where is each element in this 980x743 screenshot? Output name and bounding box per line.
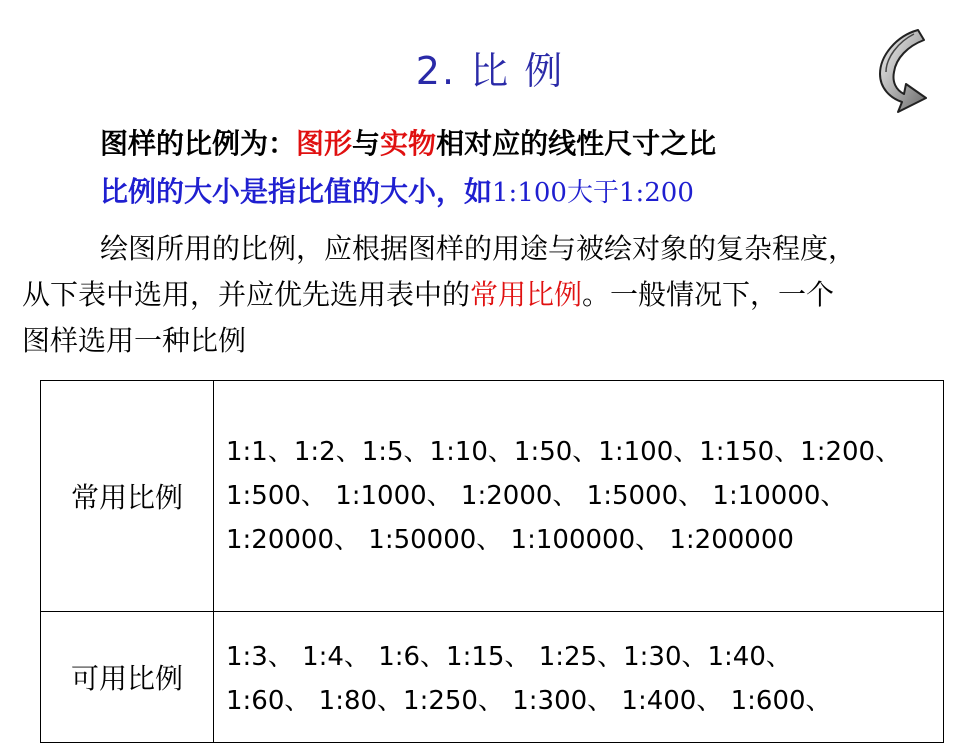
comparison-example: 1:100大于1:200 (492, 178, 694, 208)
comparison-prefix: 比例的大小是指比值的大小，如 (100, 175, 493, 208)
value-line: 1:3、 1:4、 1:6、1:15、 1:25、1:30、1:40、 (226, 642, 792, 672)
value-line: 1:1、1:2、1:5、1:10、1:50、1:100、1:150、1:200、 (226, 437, 902, 467)
row-values-common (214, 381, 944, 612)
table-row-optional (41, 612, 944, 743)
row-label-common: 常用比例 (41, 381, 214, 612)
paragraph-line-2-suffix: 。一般情况下，一个 (582, 278, 835, 311)
page-title: 2. 比 例 (415, 49, 565, 93)
value-line: 1:60、 1:80、1:250、 1:300、 1:400、 1:600、 (226, 686, 832, 716)
paragraph-line-3: 图样选用一种比例 (22, 324, 247, 357)
value-line: 1:500、 1:1000、 1:2000、 1:5000、 1:10000、 (226, 481, 847, 511)
row-values-optional (214, 612, 944, 743)
usage-paragraph (22, 226, 958, 364)
scale-table (40, 380, 944, 743)
definition-line (100, 122, 716, 162)
paragraph-line-2-prefix: 从下表中选用，并应优先选用表中的 (22, 278, 471, 311)
paragraph-common-scale-highlight: 常用比例 (470, 278, 583, 311)
row-label-optional: 可用比例 (41, 612, 214, 743)
definition-suffix: 相对应的线性尺寸之比 (436, 127, 717, 160)
comparison-line (100, 170, 694, 210)
value-line: 1:20000、 1:50000、 1:100000、 1:200000 (226, 525, 794, 555)
paragraph-line-1: 绘图所用的比例，应根据图样的用途与被绘对象的复杂程度， (100, 232, 857, 265)
paragraph-line-2 (22, 272, 958, 318)
definition-prefix: 图样的比例为： (100, 127, 297, 160)
definition-highlight-shape: 图形 (296, 127, 353, 160)
definition-highlight-object: 实物 (380, 127, 437, 160)
curved-arrow-icon (868, 26, 936, 116)
table-row-common (41, 381, 944, 612)
definition-conjunction: 与 (352, 127, 381, 160)
